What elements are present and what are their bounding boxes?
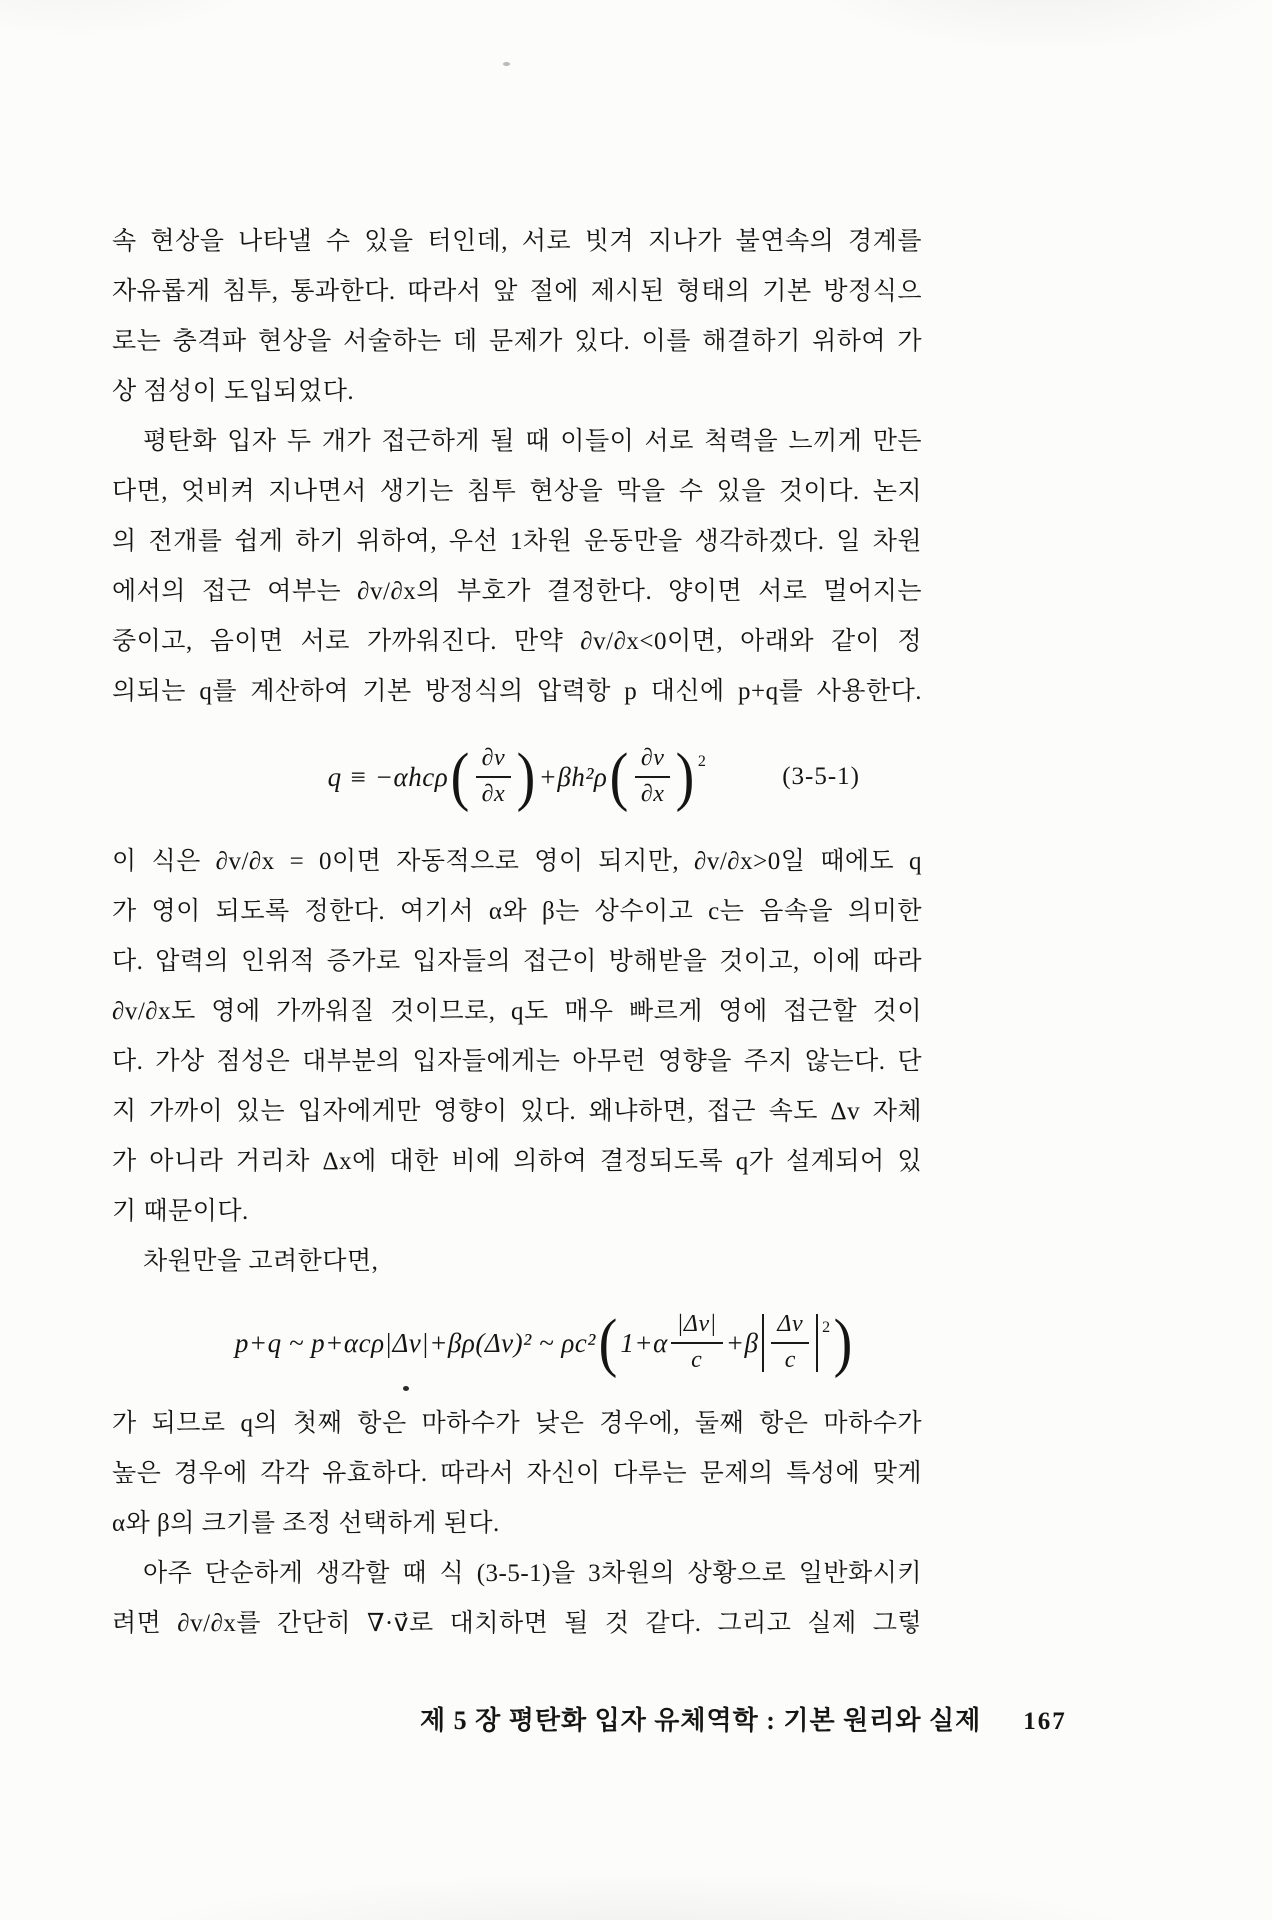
text-line: 가 아니라 거리차 Δx에 대한 비에 의하여 결정되도록 q가 설계되어 있 — [112, 1148, 922, 1175]
fraction-numerator: ∂v — [635, 745, 671, 778]
text-line: 기 때문이다. — [112, 1198, 249, 1225]
fraction-numerator: Δv — [771, 1311, 809, 1344]
text-line: 상 점성이 도입되었다. — [112, 378, 355, 405]
exponent: 2 — [822, 1319, 831, 1337]
absolute-value-bar — [816, 1314, 818, 1372]
text-line: 로는 충격파 현상을 서술하는 데 문제가 있다. 이를 해결하기 위하여 가 — [112, 328, 922, 355]
equation-term: p+q ~ p+αcρ|Δv|+βρ(Δv)² ~ ρc² — [234, 1327, 596, 1358]
scan-artifact-dot — [403, 1386, 409, 1391]
equation-term: 1+α — [620, 1327, 668, 1358]
text-line: 중이고, 음이면 서로 가까워진다. 만약 ∂v/∂x<0이면, 아래와 같이 정 — [112, 628, 922, 655]
page-footer — [420, 1700, 1067, 1737]
fraction-denominator: ∂x — [481, 781, 506, 807]
fraction-numerator: ∂v — [476, 745, 512, 778]
equation-body: p+q ~ p+αcρ|Δv|+βρ(Δv)² ~ ρc² ( 1+α $\frac{|\Delta v|}{c}$ +β $\frac{\Delta v}{c}$ 2 ) — [234, 1306, 853, 1379]
text-line: α와 β의 크기를 조정 선택하게 된다. — [112, 1510, 500, 1537]
text-line: 가 영이 되도록 정한다. 여기서 α와 β는 상수이고 c는 음속을 의미한 — [112, 898, 922, 925]
text-line: 속 현상을 나타낼 수 있을 터인데, 서로 빗겨 지나가 불연속의 경계를 — [112, 228, 922, 255]
scan-artifact-dot — [503, 62, 510, 66]
equation-3-5-1 — [112, 717, 922, 837]
text-line: 차원만을 고려한다면, — [143, 1248, 379, 1275]
text-line: 의 전개를 쉽게 하기 위하여, 우선 1차원 운동만을 생각하겠다. 일 차원 — [112, 528, 922, 555]
absolute-value-bar — [762, 1314, 764, 1372]
text-line: 높은 경우에 각각 유효하다. 따라서 자신이 다루는 문제의 특성에 맞게 — [112, 1460, 922, 1487]
equation-term: +β — [725, 1327, 759, 1358]
exponent: 2 — [697, 753, 707, 771]
equation-dimensional — [112, 1287, 922, 1399]
text-line: 평탄화 입자 두 개가 접근하게 될 때 이들이 서로 척력을 느끼게 만든 — [143, 428, 922, 455]
text-line: ∂v/∂x도 영에 가까워질 것이므로, q도 매우 빠르게 영에 접근할 것이 — [112, 998, 922, 1025]
fraction — [771, 1311, 809, 1374]
fraction-numerator: |Δv| — [671, 1311, 723, 1344]
text-block — [112, 217, 922, 1649]
text-line: 다. 압력의 인위적 증가로 입자들의 접근이 방해받을 것이고, 이에 따라 — [112, 948, 922, 975]
text-line: 자유롭게 침투, 통과한다. 따라서 앞 절에 제시된 형태의 기본 방정식으 — [112, 278, 922, 305]
fraction-denominator: ∂x — [640, 781, 665, 807]
fraction — [476, 745, 512, 808]
fraction — [635, 745, 671, 808]
equation-term: q ≡ −αhcρ — [327, 761, 449, 792]
text-line: 가 되므로 q의 첫째 항은 마하수가 낮은 경우에, 둘째 항은 마하수가 — [112, 1410, 922, 1437]
text-line: 지 가까이 있는 입자에게만 영향이 있다. 왜냐하면, 접근 속도 Δv 자체 — [112, 1098, 922, 1125]
equation-term: +βh²ρ — [538, 761, 608, 792]
fraction-denominator: c — [784, 1347, 796, 1373]
fraction-denominator: c — [691, 1347, 703, 1373]
chapter-title: 제 5 장 평탄화 입자 유체역학 : 기본 원리와 실제 — [420, 1706, 982, 1735]
text-line: 아주 단순하게 생각할 때 식 (3-5-1)을 3차원의 상황으로 일반화시키 — [143, 1560, 922, 1587]
page-number: 167 — [1023, 1708, 1067, 1735]
text-line: 다. 가상 점성은 대부분의 입자들에게는 아무런 영향을 주지 않는다. 단 — [112, 1048, 922, 1075]
text-line: 에서의 접근 여부는 ∂v/∂x의 부호가 결정한다. 양이면 서로 멀어지는 — [112, 578, 922, 605]
fraction — [671, 1311, 723, 1374]
equation-number: (3-5-1) — [782, 763, 860, 790]
text-line: 이 식은 ∂v/∂x = 0이면 자동적으로 영이 되지만, ∂v/∂x>0일 때에도 q — [112, 848, 922, 875]
equation-body: q ≡ −αhcρ ( $\frac{\partial v}{\partial x}$ ) +βh²ρ ( $\frac{\partial v}{\partial x}$ ) 2 — [327, 740, 707, 813]
text-line: 려면 ∂v/∂x를 간단히 ∇·v⃗로 대치하면 될 것 같다. 그리고 실제 그렇 — [112, 1610, 922, 1637]
text-line: 다면, 엇비켜 지나면서 생기는 침투 현상을 막을 수 있을 것이다. 논지 — [112, 478, 922, 505]
text-line: 의되는 q를 계산하여 기본 방정식의 압력항 p 대신에 p+q를 사용한다. — [112, 678, 922, 705]
